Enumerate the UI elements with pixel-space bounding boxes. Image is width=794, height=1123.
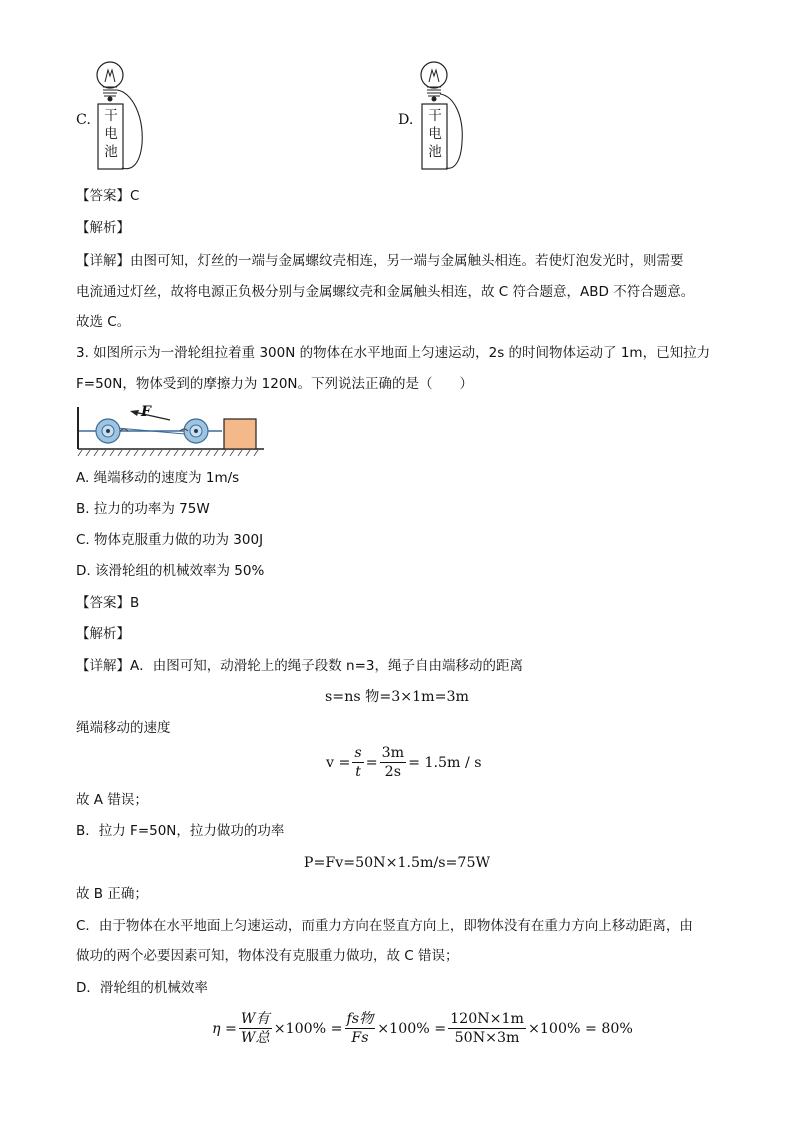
a-wrong: 故 A 错误； (76, 792, 148, 808)
equation-p: P=Fv=50N×1.5m/s=75W (303, 855, 491, 871)
block-object (224, 419, 256, 449)
option-d-battery-text (426, 107, 444, 161)
eq2-f1-num: s (354, 745, 362, 761)
d-line: D．滑轮组的机械效率 (76, 980, 208, 996)
eq4-f1-num: W有 (240, 1011, 270, 1027)
eq2-f2-num: 3m (381, 745, 405, 761)
eq2-f1-den: t (355, 764, 361, 780)
option-d-label: D. (398, 112, 414, 128)
battery-char: 电 (104, 126, 118, 142)
q3-option-c: C. 物体克服重力做的功为 300J (76, 532, 264, 548)
eq4-f1-den: W总 (240, 1030, 270, 1046)
option-d-figure (416, 56, 476, 176)
ground-hatch (78, 450, 258, 456)
q3-answer: 【答案】B (76, 595, 140, 611)
battery-char: 池 (104, 144, 118, 160)
q3-option-a: A. 绳端移动的速度为 1m/s (76, 470, 240, 486)
force-arrow (134, 412, 170, 420)
fraction-3m-over-2s (380, 744, 406, 781)
eq2-rhs: = 1.5m / s (408, 754, 482, 771)
eq4-mul2: ×100% = (377, 1020, 447, 1037)
equation-s: s=ns 物=3×1m=3m (325, 689, 469, 705)
bulb-contact (432, 97, 437, 102)
eq4-mul3: ×100% = 80% (528, 1020, 633, 1037)
fraction-w-useful-over-total (239, 1010, 272, 1047)
option-c-battery-text (102, 107, 120, 161)
equation-v: v = $\frac{s}{t}$ = $\frac{3m}{2s}$ = 1.5m / s (326, 745, 482, 780)
eq2-lhs: v = (326, 754, 351, 771)
b-right: 故 B 正确； (76, 886, 148, 902)
fraction-fs-over-Fs (345, 1010, 376, 1047)
q3-detail-a: 【详解】A．由图可知，动滑轮上的绳子段数 n=3，绳子自由端移动的距离 (76, 658, 523, 674)
q2-detail-line2: 电流通过灯丝，故将电源正负极分别与金属螺纹壳和金属触头相连，故 C 符合题意，ABD 不符合题意。 (76, 284, 695, 300)
eq4-f3-den: 50N×3m (454, 1030, 520, 1046)
equation-efficiency (212, 1010, 633, 1047)
eq4-f2-den: Fs (351, 1030, 369, 1046)
fraction-numeric (448, 1010, 526, 1047)
bulb-filament (429, 70, 439, 82)
battery-char: 干 (104, 108, 118, 124)
q2-answer: 【答案】C (76, 188, 140, 204)
q3-option-d: D. 该滑轮组的机械效率为 50% (76, 563, 265, 579)
q3-stem-line1: 3. 如图所示为一滑轮组拉着重 300N 的物体在水平地面上匀速运动，2s 的时间物体运动了 1m，已知拉力 (76, 345, 711, 361)
b-line: B．拉力 F=50N，拉力做功的功率 (76, 823, 285, 839)
battery-char: 电 (428, 126, 442, 142)
eq4-f3-num: 120N×1m (450, 1011, 525, 1027)
eq4-f2-num: fs物 (346, 1011, 374, 1027)
eq2-f2-den: 2s (384, 764, 401, 780)
bulb-filament (105, 70, 115, 82)
pulley-system-figure (72, 403, 268, 459)
eq4-eta: η = (212, 1020, 237, 1037)
rope-speed-title: 绳端移动的速度 (76, 720, 171, 736)
q3-option-b: B. 拉力的功率为 75W (76, 501, 210, 517)
battery-char: 干 (428, 108, 442, 124)
fraction-s-over-t (352, 744, 363, 781)
c-line2: 做功的两个必要因素可知，物体没有克服重力做功，故 C 错误； (76, 948, 459, 964)
q2-analysis-head: 【解析】 (76, 220, 130, 236)
bulb-contact (108, 97, 113, 102)
q2-detail-line1: 【详解】由图可知，灯丝的一端与金属螺纹壳相连，另一端与金属触头相连。若使灯泡发光时，则需要 (76, 253, 684, 269)
option-c-label: C. (76, 112, 91, 128)
q3-analysis-head: 【解析】 (76, 626, 130, 642)
q3-stem-line2: F=50N，物体受到的摩擦力为 120N。下列说法正确的是（ ） (76, 376, 474, 392)
c-line1: C．由于物体在水平地面上匀速运动，而重力方向在竖直方向上，即物体没有在重力方向上移动距离，由 (76, 918, 693, 934)
eq4-mul1: ×100% = (273, 1020, 343, 1037)
option-c-figure (92, 56, 152, 176)
battery-char: 池 (428, 144, 442, 160)
q2-detail-line3: 故选 C。 (76, 314, 131, 330)
force-label: F (141, 404, 151, 420)
